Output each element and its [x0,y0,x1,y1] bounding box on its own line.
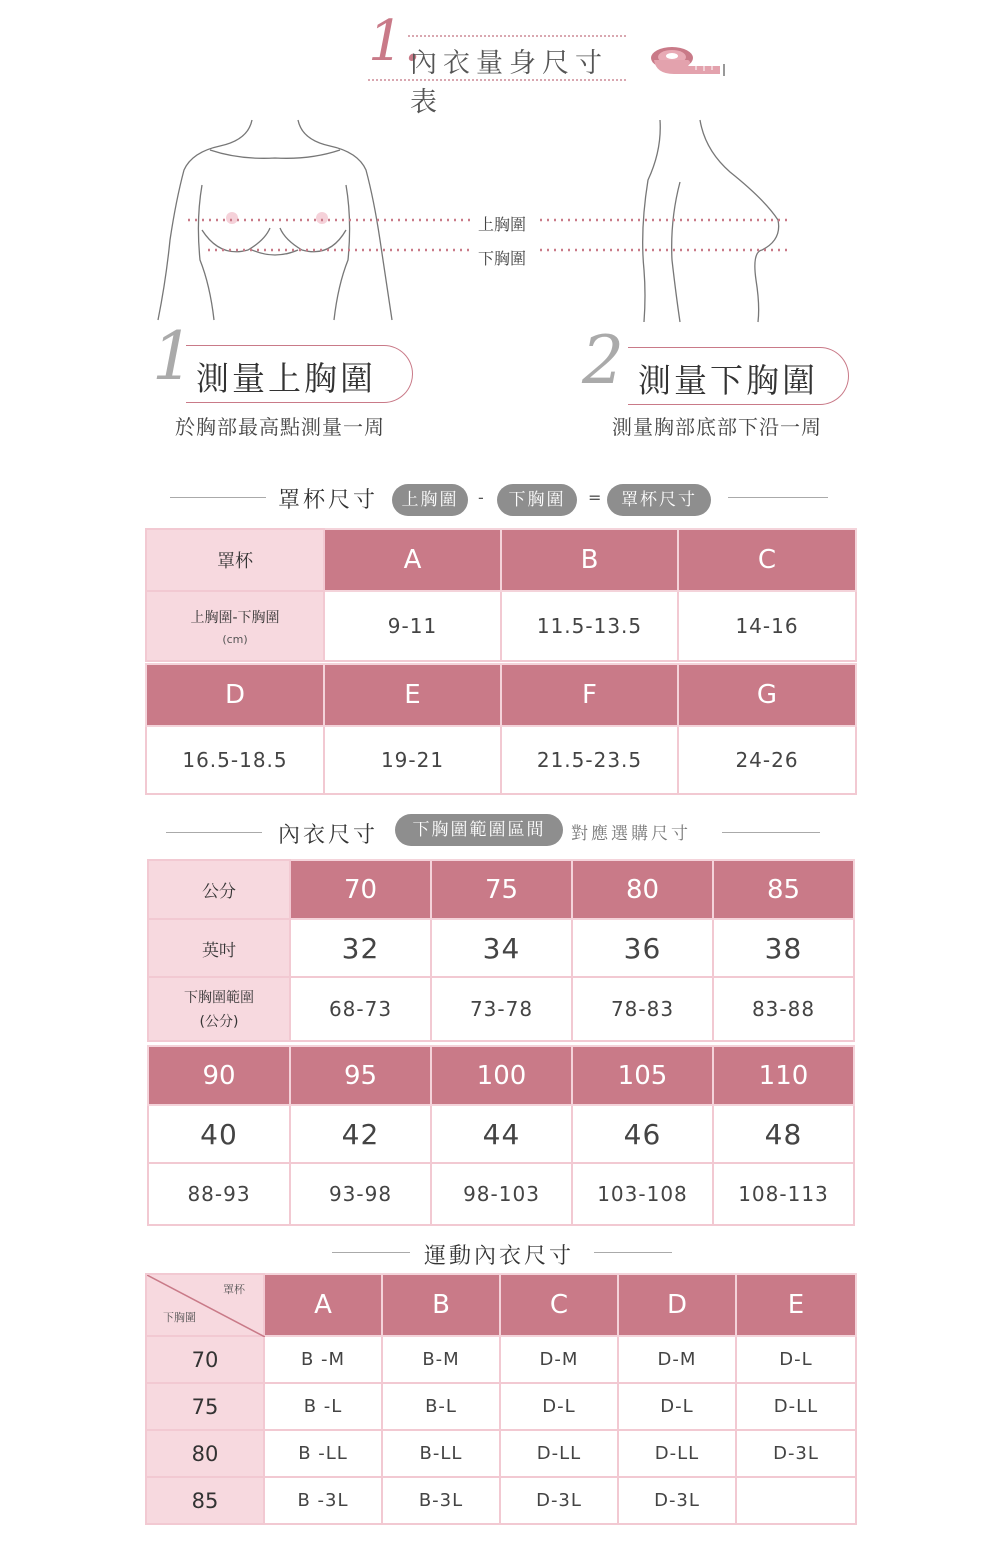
size-label-range-text: 下胸圍範圍 [184,990,254,1006]
cup-value: 19-21 [324,726,501,794]
size-cm: 90 [148,1046,290,1105]
sport-band: 85 [146,1477,264,1524]
sport-size: D-L [618,1383,736,1430]
title-number: 1. [368,9,422,74]
cup-value: 24-26 [678,726,856,794]
under-bust-label: 下胸圍 [478,249,527,268]
size-inch: 38 [713,919,854,977]
size-range-pill: 下胸圍範圍區間 [395,814,563,846]
cup-row-label-text: 上胸圍-下胸圍 [190,609,280,626]
cup-header: F [501,664,678,726]
size-inch: 40 [148,1105,290,1163]
table-row [146,1336,856,1383]
size-table-1 [147,859,855,1042]
step-1-number: 1 [152,318,194,395]
size-label-inch: 英吋 [148,919,290,977]
size-range: 103-108 [572,1163,713,1225]
step-2-description: 測量胸部底部下沿一周 [612,415,822,439]
size-inch: 34 [431,919,572,977]
formula-equals: = [588,488,602,507]
cup-header: D [146,664,324,726]
cup-row-unit: (cm) [222,632,248,646]
cup-value: 14-16 [678,591,856,661]
size-range: 83-88 [713,977,854,1041]
cup-table-2 [145,663,857,795]
sport-size: B-LL [382,1430,500,1477]
size-inch: 36 [572,919,713,977]
cup-row-label [146,591,324,661]
formula-lower-pill: 下胸圍 [497,484,577,516]
sport-size: D-L [736,1336,856,1383]
size-label-cm: 公分 [148,860,290,919]
cup-header: C [678,529,856,591]
sport-size: D-LL [736,1383,856,1430]
sport-size: B -LL [264,1430,382,1477]
corner-band-label: 下胸圍 [163,1311,196,1324]
size-range: 93-98 [290,1163,431,1225]
size-table-2 [147,1045,855,1226]
sport-size [736,1477,856,1524]
sport-table [145,1273,857,1525]
sport-size: D-3L [500,1477,618,1524]
size-cm: 85 [713,860,854,919]
page-title [368,9,628,118]
size-cm: 80 [572,860,713,919]
size-cm: 110 [713,1046,854,1105]
size-cm: 70 [290,860,431,919]
sport-size: B -3L [264,1477,382,1524]
sport-size: B-L [382,1383,500,1430]
sport-size: D-LL [618,1430,736,1477]
sport-band: 75 [146,1383,264,1430]
size-inch: 44 [431,1105,572,1163]
sport-band: 80 [146,1430,264,1477]
size-inch: 32 [290,919,431,977]
cup-header: B [501,529,678,591]
cup-value: 21.5-23.5 [501,726,678,794]
sport-size: D-3L [618,1477,736,1524]
cup-value: 11.5-13.5 [501,591,678,661]
sport-size: B-M [382,1336,500,1383]
formula-upper-pill: 上胸圍 [392,484,468,516]
size-cm: 105 [572,1046,713,1105]
step-2-title: 測量下胸圍 [638,361,818,400]
sport-size: B-3L [382,1477,500,1524]
size-label-range [148,977,290,1041]
sport-section-title: 運動內衣尺寸 [424,1244,575,1269]
sport-cup-header: C [500,1274,618,1336]
sport-size: B -M [264,1336,382,1383]
cup-section-title: 罩杯尺寸 [278,488,379,513]
sport-cup-header: E [736,1274,856,1336]
sport-size: D-M [618,1336,736,1383]
corner-cup-label: 罩杯 [223,1283,245,1296]
step-1-title: 測量上胸圍 [196,359,376,398]
sport-cup-header: D [618,1274,736,1336]
sport-size: D-L [500,1383,618,1430]
table-row [146,1430,856,1477]
step-2-number: 2 [582,322,624,399]
step-1-description: 於胸部最高點測量一周 [175,415,385,439]
sport-size: D-LL [500,1430,618,1477]
sport-cup-header: A [264,1274,382,1336]
title-text: 內衣量身尺寸表 [410,48,608,118]
sport-band: 70 [146,1336,264,1383]
size-range: 98-103 [431,1163,572,1225]
sport-size: D-3L [736,1430,856,1477]
size-range: 78-83 [572,977,713,1041]
size-inch: 46 [572,1105,713,1163]
size-range: 73-78 [431,977,572,1041]
sport-cup-header: B [382,1274,500,1336]
size-range: 68-73 [290,977,431,1041]
size-range: 88-93 [148,1163,290,1225]
cup-header: A [324,529,501,591]
measuring-tape-icon [648,40,726,82]
size-label-range-unit: (公分) [199,1014,239,1030]
size-inch: 42 [290,1105,431,1163]
sport-size: D-M [500,1336,618,1383]
formula-minus: - [478,488,484,507]
cup-value: 16.5-18.5 [146,726,324,794]
cup-table-1 [145,528,857,662]
upper-bust-label: 上胸圍 [478,215,527,234]
size-section-title: 內衣尺寸 [278,823,379,848]
cup-header-label: 罩杯 [146,529,324,591]
size-inch: 48 [713,1105,854,1163]
table-row [146,1383,856,1430]
corner-diagonal [147,1275,265,1337]
size-cm: 95 [290,1046,431,1105]
size-range: 108-113 [713,1163,854,1225]
size-section-suffix: 對應選購尺寸 [571,824,691,844]
sport-corner-cell [146,1274,264,1336]
cup-header: E [324,664,501,726]
formula-result-pill: 罩杯尺寸 [607,484,711,516]
cup-header: G [678,664,856,726]
sport-size: B -L [264,1383,382,1430]
size-cm: 75 [431,860,572,919]
table-row [146,1477,856,1524]
cup-value: 9-11 [324,591,501,661]
size-cm: 100 [431,1046,572,1105]
